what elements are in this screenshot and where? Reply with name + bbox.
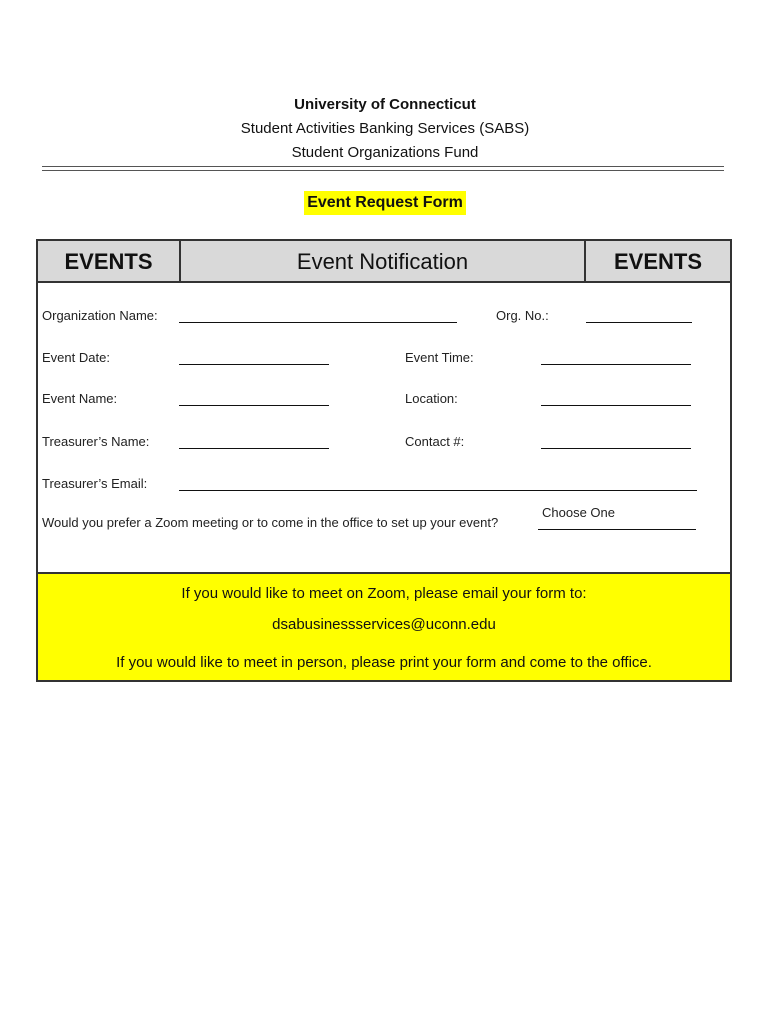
- event-time-field[interactable]: [541, 364, 691, 365]
- meeting-choice-dropdown[interactable]: Choose One: [542, 505, 615, 520]
- location-label: Location:: [405, 391, 458, 406]
- department-name: Student Activities Banking Services (SABS): [240, 120, 530, 137]
- meeting-choice-field[interactable]: [538, 529, 696, 530]
- banner-left-label: EVENTS: [64, 249, 153, 274]
- banner-title: Event Notification: [296, 249, 469, 274]
- contact-field[interactable]: [541, 448, 691, 449]
- zoom-instruction: If you would like to meet on Zoom, please email your form to:: [181, 585, 587, 602]
- location-field[interactable]: [541, 405, 691, 406]
- university-name: University of Connecticut: [294, 96, 476, 113]
- header-divider-bottom: [42, 170, 724, 171]
- event-name-label: Event Name:: [42, 391, 118, 406]
- treasurer-email-label: Treasurer’s Email:: [42, 476, 148, 491]
- org-no-label: Org. No.:: [496, 308, 549, 323]
- event-date-field[interactable]: [179, 364, 329, 365]
- in-person-instruction: If you would like to meet in person, please print your form and come to the office.: [116, 654, 652, 671]
- header-divider-top: [42, 166, 724, 167]
- event-date-label: Event Date:: [42, 350, 110, 365]
- fund-name: Student Organizations Fund: [291, 144, 479, 161]
- org-name-field[interactable]: [179, 322, 457, 323]
- treasurer-name-label: Treasurer’s Name:: [42, 434, 150, 449]
- event-name-field[interactable]: [179, 405, 329, 406]
- org-no-field[interactable]: [586, 322, 692, 323]
- org-name-label: Organization Name:: [42, 308, 158, 323]
- form-title: Event Request Form: [304, 191, 466, 215]
- form-title-container: [0, 191, 770, 215]
- meeting-question-label: Would you prefer a Zoom meeting or to come in the office to set up your event?: [42, 515, 499, 530]
- event-time-label: Event Time:: [405, 350, 474, 365]
- contact-label: Contact #:: [405, 434, 465, 449]
- treasurer-email-field[interactable]: [179, 490, 697, 491]
- contact-email[interactable]: dsabusinessservices@uconn.edu: [272, 616, 496, 633]
- treasurer-name-field[interactable]: [179, 448, 329, 449]
- banner-right-label: EVENTS: [613, 249, 703, 274]
